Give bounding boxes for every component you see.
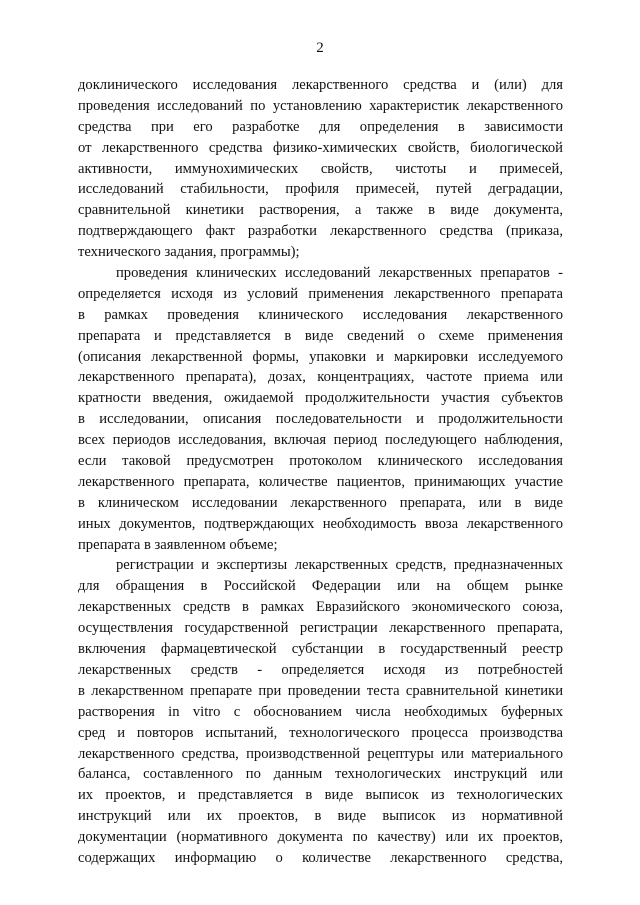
text-line: препарата и представляется в виде сведений о схеме применения <box>78 327 563 344</box>
text-line: регистрации и экспертизы лекарственных средств, предназначенных <box>116 557 563 574</box>
text-line: активности, иммунохимических свойств, чистоты и примесей, <box>78 160 563 177</box>
text-line: сред и повторов испытаний, технологического процесса производства <box>78 724 563 741</box>
text-line: технического задания, программы); <box>78 244 300 261</box>
document-body <box>78 75 563 869</box>
text-line: проведения исследований по установлению характеристик лекарственного <box>78 97 563 114</box>
text-line: сравнительной кинетики растворения, а также в виде документа, <box>78 202 563 219</box>
text-line: лекарственного препарата), дозах, концентрациях, частоте приема или <box>78 369 563 386</box>
text-line: (описания лекарственной формы, упаковки и маркировки исследуемого <box>78 348 563 365</box>
text-line: доклинического исследования лекарственного средства и (или) для <box>78 77 563 93</box>
text-line: проведения клинических исследований лекарственных препаратов - <box>116 265 563 282</box>
page-number: 2 <box>316 40 324 56</box>
text-line: в лекарственном препарате при проведении теста сравнительной кинетики <box>78 682 563 699</box>
text-line: препарата в заявленном объеме; <box>78 536 278 553</box>
text-line: определяется исходя из условий применения лекарственного препарата <box>78 285 563 302</box>
text-line: в исследовании, описания последовательности и продолжительности <box>78 411 563 428</box>
text-line: содержащих информацию о количестве лекарственного средства, <box>78 849 563 866</box>
text-line: осуществления государственной регистрации лекарственного препарата, <box>78 620 563 637</box>
text-line: лекарственных средств - определяется исходя из потребностей <box>78 661 563 678</box>
text-line: в клиническом исследовании лекарственного препарата, или в виде <box>78 494 563 511</box>
text-line: документации (нормативного документа по качеству) или их проектов, <box>78 829 563 846</box>
text-line: исследований стабильности, профиля примесей, путей деградации, <box>78 181 563 198</box>
text-line: для обращения в Российской Федерации или на общем рынке <box>78 578 563 595</box>
text-line: иных документов, подтверждающих необходимость ввоза лекарственного <box>78 515 563 532</box>
text-line: баланса, составленного по данным технологических инструкций или <box>78 766 563 783</box>
text-line: в рамках проведения клинического исследования лекарственного <box>78 306 563 323</box>
text-line: их проектов, и представляется в виде выписок из технологических <box>78 787 563 804</box>
text-line: инструкций или их проектов, в виде выписок из нормативной <box>78 808 563 825</box>
text-line: растворения in vitro с обоснованием числа необходимых буферных <box>78 703 563 720</box>
text-line: кратности введения, ожидаемой продолжительности участия субъектов <box>78 390 563 407</box>
text-line: лекарственного препарата, количестве пациентов, принимающих участие <box>78 473 563 490</box>
text-line: лекарственных средств в рамках Евразийского экономического союза, <box>78 599 563 616</box>
text-line: лекарственного средства, производственной рецептуры или материального <box>78 745 563 762</box>
text-line: включения фармацевтической субстанции в государственный реестр <box>78 641 563 658</box>
text-line: если таковой предусмотрен протоколом клинического исследования <box>78 453 563 470</box>
text-line: средства при его разработке для определения в зависимости <box>78 118 563 135</box>
text-line: всех периодов исследования, включая период последующего наблюдения, <box>78 432 563 449</box>
text-line: от лекарственного средства физико-химических свойств, биологической <box>78 139 563 156</box>
text-line: подтверждающего факт разработки лекарственного средства (приказа, <box>78 223 563 240</box>
